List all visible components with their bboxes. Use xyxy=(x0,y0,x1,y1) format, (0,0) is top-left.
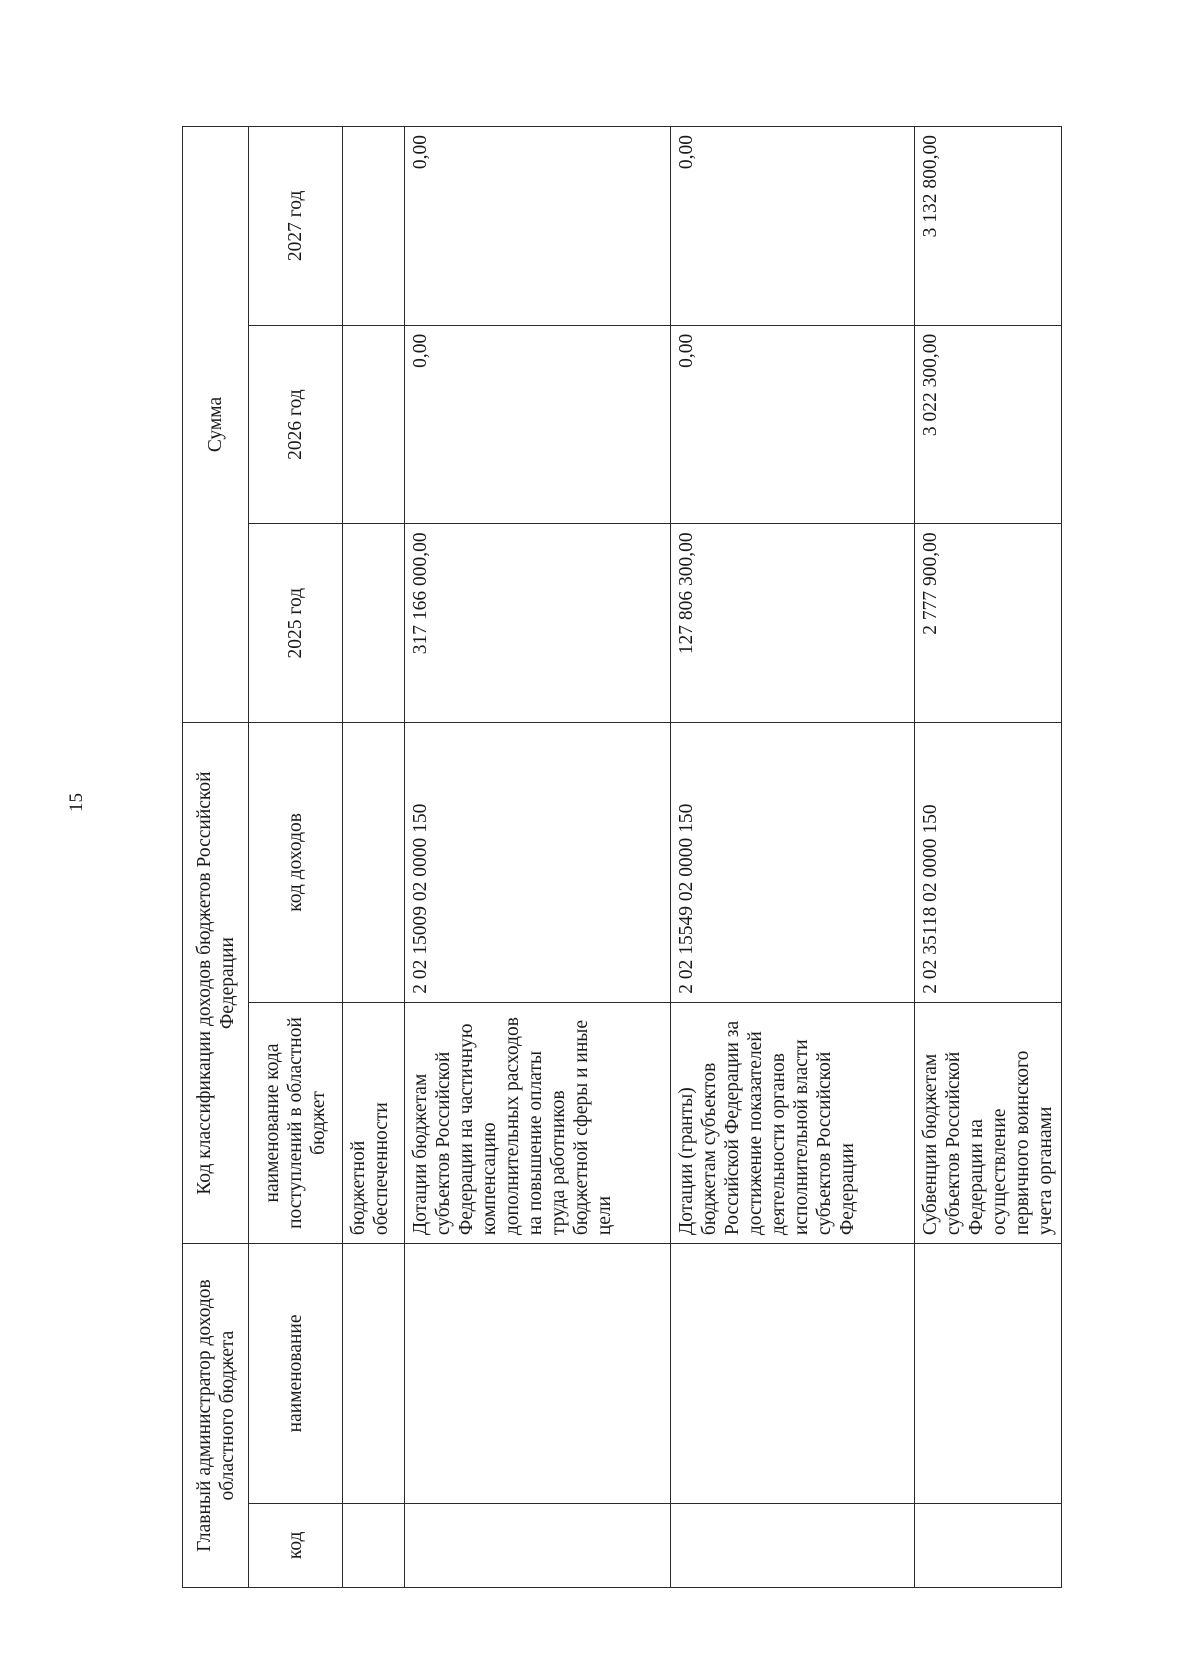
cell-income-name: Дотации (гранты) бюджетам субъектов Российской Федерации за достижение показателей деятельности органов исполнительной власти субъектов Российской Федерации xyxy=(671,1002,915,1243)
cell-2025 xyxy=(343,524,405,723)
income-classification-table xyxy=(182,126,1062,1588)
cell-code xyxy=(915,1503,1062,1587)
document-body xyxy=(182,126,1056,1588)
cell-code xyxy=(671,1503,915,1587)
cell-2026: 3 022 300,00 xyxy=(915,325,1062,524)
cell-income-code xyxy=(343,723,405,1003)
col-header-code: код xyxy=(249,1503,343,1587)
cell-2026: 0,00 xyxy=(405,325,671,524)
col-header-2025: 2025 год xyxy=(249,524,343,723)
table-row xyxy=(405,127,671,1588)
col-header-name: наименование xyxy=(249,1244,343,1504)
cell-2025: 127 806 300,00 xyxy=(671,524,915,723)
col-header-income-code: код доходов xyxy=(249,723,343,1003)
cell-name xyxy=(343,1244,405,1504)
admin-group-header: Главный администратор доходов областного бюджета xyxy=(183,1244,249,1588)
cell-name xyxy=(671,1244,915,1504)
col-header-income-name: наименование кода поступлений в областной бюджет xyxy=(249,1002,343,1243)
cell-2027: 3 132 800,00 xyxy=(915,127,1062,326)
cell-2027: 0,00 xyxy=(671,127,915,326)
cell-2025: 2 777 900,00 xyxy=(915,524,1062,723)
cell-2027 xyxy=(343,127,405,326)
cell-2025: 317 166 000,00 xyxy=(405,524,671,723)
cell-income-code: 2 02 15549 02 0000 150 xyxy=(671,723,915,1003)
classification-group-header: Код классификации доходов бюджетов Российской Федерации xyxy=(183,723,249,1244)
cell-income-code: 2 02 35118 02 0000 150 xyxy=(915,723,1062,1003)
cell-2027: 0,00 xyxy=(405,127,671,326)
cell-code xyxy=(343,1503,405,1587)
cell-income-name: Дотации бюджетам субъектов Российской Федерации на частичную компенсацию дополнительных расходов на повышение оплаты труда работников бюджетной сферы и иные цели xyxy=(405,1002,671,1243)
cell-income-name: Субвенции бюджетам субъектов Российской Федерации на осуществление первичного воинского учета органами xyxy=(915,1002,1062,1243)
col-header-2026: 2026 год xyxy=(249,325,343,524)
col-header-2027: 2027 год xyxy=(249,127,343,326)
cell-income-code: 2 02 15009 02 0000 150 xyxy=(405,723,671,1003)
table-row xyxy=(915,127,1062,1588)
table-row xyxy=(671,127,915,1588)
cell-name xyxy=(915,1244,1062,1504)
sum-group-header: Сумма xyxy=(183,127,249,723)
page-number: 15 xyxy=(66,793,87,812)
cell-2026: 0,00 xyxy=(671,325,915,524)
cell-code xyxy=(405,1503,671,1587)
cell-name xyxy=(405,1244,671,1504)
cell-income-name: бюджетной обеспеченности xyxy=(343,1002,405,1243)
cell-2026 xyxy=(343,325,405,524)
table-row xyxy=(343,127,405,1588)
